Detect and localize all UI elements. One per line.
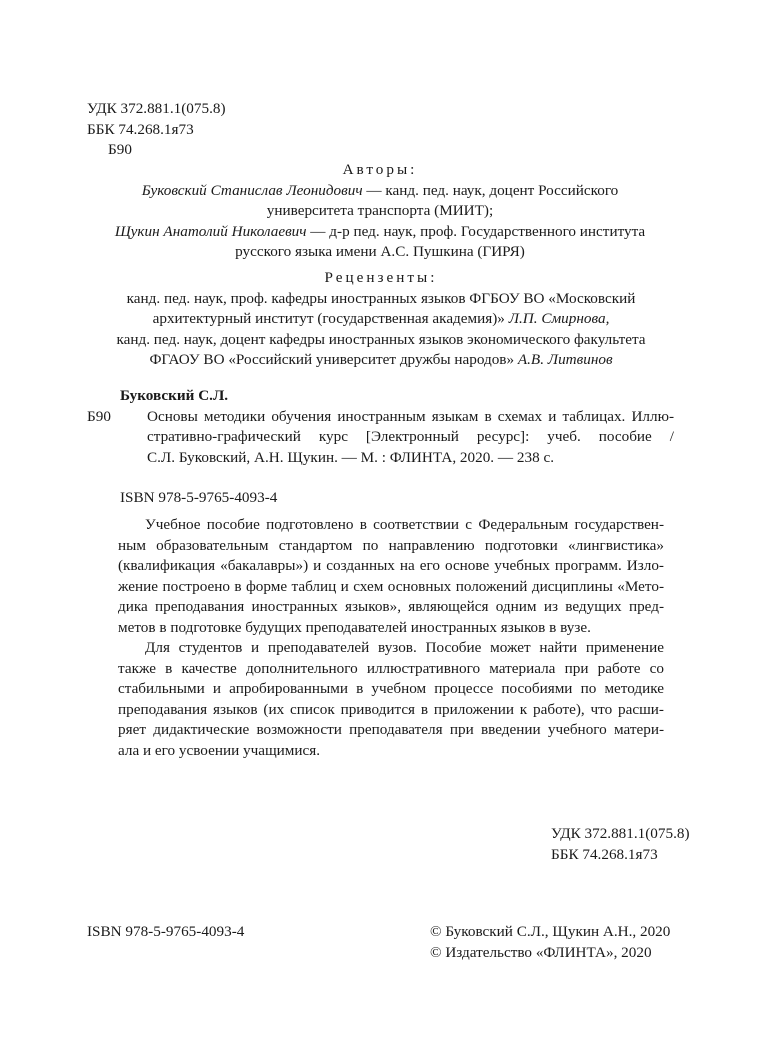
authors-block	[86, 160, 674, 263]
reviewer-2-line-2	[86, 350, 676, 371]
abstract	[118, 515, 664, 761]
bib-line-3: С.Л. Буковский, А.Н. Щукин. — М. : ФЛИНТА, 2020. — 238 с.	[147, 448, 555, 466]
bib-entry	[87, 407, 674, 469]
abstract-line: Учебное пособие подготовлено в соответствии с Федеральным государствен-	[145, 516, 664, 533]
bbk-code-bottom: ББК 74.268.1я73	[551, 845, 658, 863]
abstract-line: метов в подготовке будущих преподавателей иностранных языков в вузе.	[118, 618, 591, 636]
authors-heading: Авторы:	[342, 161, 418, 178]
author-1-desc: — канд. пед. наук, доцент Российского	[362, 181, 619, 199]
reviewers-heading: Рецензенты:	[324, 269, 438, 286]
author-2-line-2: русского языка имени А.С. Пушкина (ГИРЯ)	[235, 243, 525, 260]
abstract-line: ряет дидактические возможности преподавателя при введении учебного матери-	[118, 721, 664, 738]
abstract-paragraph-2	[118, 638, 664, 761]
udk-code: УДК 372.881.1(075.8)	[87, 100, 226, 117]
reviewer-1-affiliation: архитектурный институт (государственная академия)»	[152, 310, 509, 327]
author-2-name: Щукин Анатолий Николаевич	[114, 222, 307, 240]
reviewer-1-line-1: канд. пед. наук, проф. кафедры иностранных языков ФГБОУ ВО «Московский	[126, 289, 636, 307]
abstract-line: дика преподавания иностранных языков», являющейся одним из ведущих пред-	[118, 598, 664, 615]
copyright-publisher: © Издательство «ФЛИНТА», 2020	[430, 943, 652, 961]
reviewer-2-affiliation: ФГАОУ ВО «Российский университет дружбы народов»	[149, 351, 518, 368]
reviewer-2-name: А.В. Литвинов	[517, 351, 613, 368]
abstract-line: ала и его усвоении учащимися.	[118, 741, 321, 759]
abstract-line: ным образовательным стандартом по направлению подготовки «лингвистика»	[118, 536, 664, 554]
author-index: Б90	[108, 141, 132, 158]
udk-code-bottom: УДК 372.881.1(075.8)	[551, 825, 690, 842]
abstract-line: стабильными и апробированными в учебном процессе пособиями по методике	[118, 680, 664, 697]
abstract-line: (квалификация «бакалавры») и созданных на его основе учебных программ. Излo-	[118, 557, 664, 574]
reviewers-block	[86, 268, 676, 371]
copyright-block	[430, 922, 670, 963]
bbk-code: ББК 74.268.1я73	[87, 120, 194, 138]
footer-isbn: ISBN 978-5-9765-4093-4	[87, 923, 245, 940]
author-1-name: Буковский Станислав Леонидович	[141, 181, 363, 199]
author-1-line-1	[86, 181, 674, 202]
bib-line-2: стративно-графический курс [Электронный ресурс]: учеб. пособие /	[147, 428, 674, 445]
classification-codes-bottom	[551, 824, 690, 865]
abstract-line: также в качестве дополнительного иллюстративного материала при работе со	[118, 659, 664, 677]
reviewer-1-line-2	[86, 309, 676, 330]
copyright-authors: © Буковский С.Л., Щукин А.Н., 2020	[430, 923, 671, 940]
author-2-line-1	[86, 222, 674, 243]
abstract-line: жение построено в форме таблиц и схем основных положений дисциплины «Мето-	[118, 577, 664, 595]
reviewer-2-line-1: канд. пед. наук, доцент кафедры иностранных языков экономического факультета	[116, 330, 646, 348]
bib-code: Б90	[87, 407, 111, 425]
author-2-desc: — д-р пед. наук, проф. Государственного института	[306, 222, 646, 240]
bib-author: Буковский С.Л.	[120, 387, 229, 404]
abstract-paragraph-1	[118, 515, 664, 638]
bib-line-1: Основы методики обучения иностранным языкам в схемах и таблицах. Иллю-	[147, 407, 674, 425]
bib-description	[147, 407, 674, 469]
abstract-line: преподавания языков (их список приводится в приложении к работе), что расши-	[118, 700, 664, 718]
reviewer-1-name: Л.П. Смирнова,	[508, 310, 610, 327]
author-1-line-2: университета транспорта (МИИТ);	[266, 202, 494, 219]
bib-isbn: ISBN 978-5-9765-4093-4	[120, 489, 278, 506]
abstract-line: Для студентов и преподавателей вузов. Пособие может найти применение	[145, 639, 664, 656]
classification-codes-top	[87, 99, 226, 161]
bibliographic-record	[87, 386, 674, 509]
